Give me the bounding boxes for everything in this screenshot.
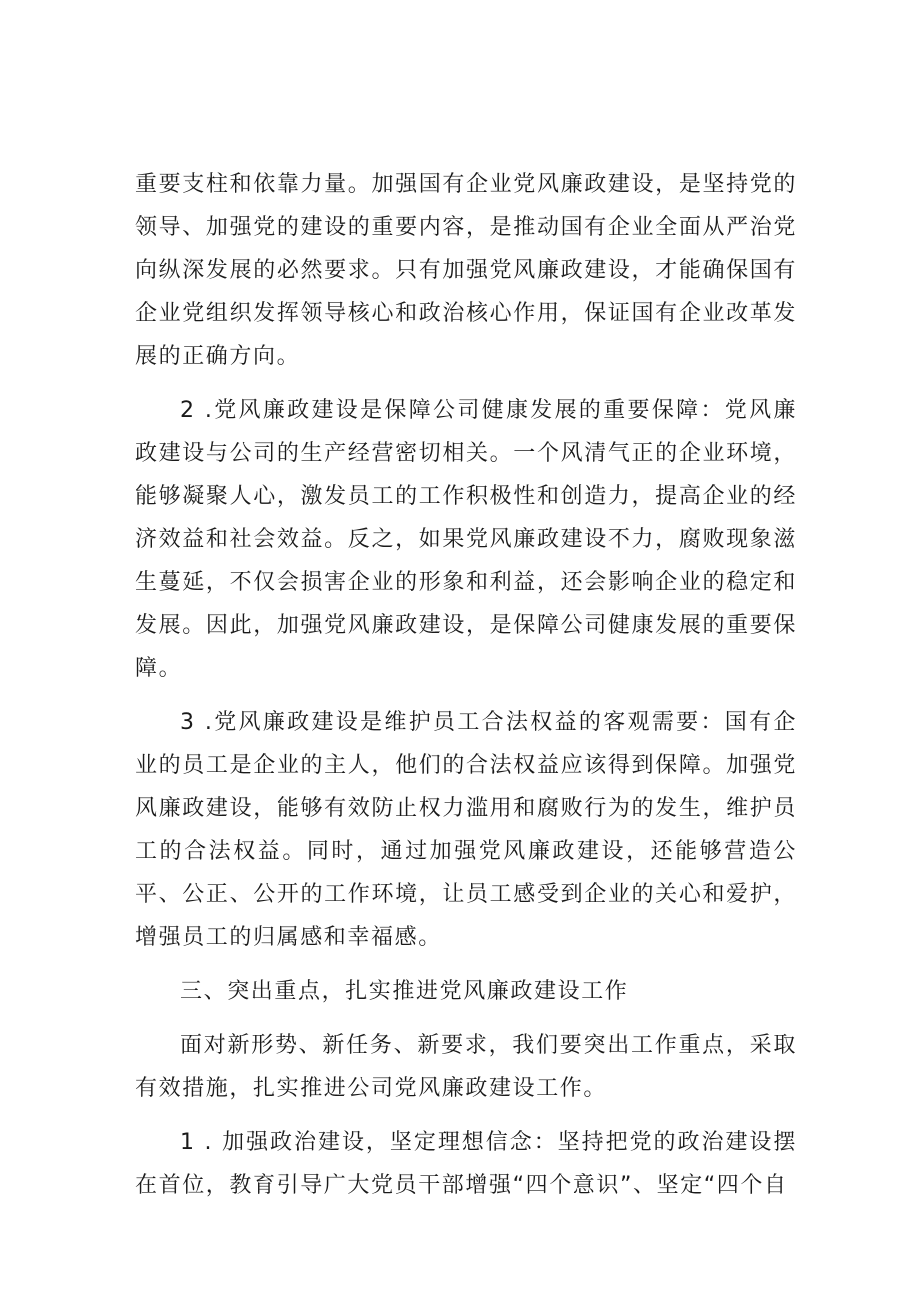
paragraph-4: 面对新形势、新任务、新要求，我们要突出工作重点，采取有效措施，扎实推进公司党风廉政建设工作。	[135, 1033, 797, 1101]
section-heading-3: 三、突出重点，扎实推进党风廉政建设工作	[180, 979, 629, 1004]
paragraph-3: 3 .党风廉政建设是维护员工合法权益的客观需要：国有企业的员工是企业的主人，他们的合法权益应该得到保障。加强党风廉政建设，能够有效防止权力滥用和腐败行为的发生，维护员工的合法权益。同时，通过加强党风廉政建设，还能够营造公平、公正、公开的工作环境，让员工感受到企业的关心和爱护，增强员工的归属感和幸福感。	[135, 710, 797, 950]
paragraph-1: 重要支柱和依靠力量。加强国有企业党风廉政建设，是坚持党的领导、加强党的建设的重要内容，是推动国有企业全面从严治党向纵深发展的必然要求。只有加强党风廉政建设，才能确保国有企业党组织发挥领导核心和政治核心作用，保证国有企业改革发展的正确方向。	[135, 172, 797, 369]
paragraph-5: 1 . 加强政治建设，坚定理想信念：坚持把党的政治建设摆在首位，教育引导广大党员干部增强“四个意识”、坚定“四个自	[135, 1130, 797, 1198]
paragraph-2: 2 .党风廉政建设是保障公司健康发展的重要保障：党风廉政建设与公司的生产经营密切相关。一个风清气正的企业环境，能够凝聚人心，激发员工的工作积极性和创造力，提高企业的经济效益和社会效益。反之，如果党风廉政建设不力，腐败现象滋生蔓延，不仅会损害企业的形象和利益，还会影响企业的稳定和发展。因此，加强党风廉政建设，是保障公司健康发展的重要保障。	[135, 398, 797, 681]
document-body	[135, 163, 797, 1207]
